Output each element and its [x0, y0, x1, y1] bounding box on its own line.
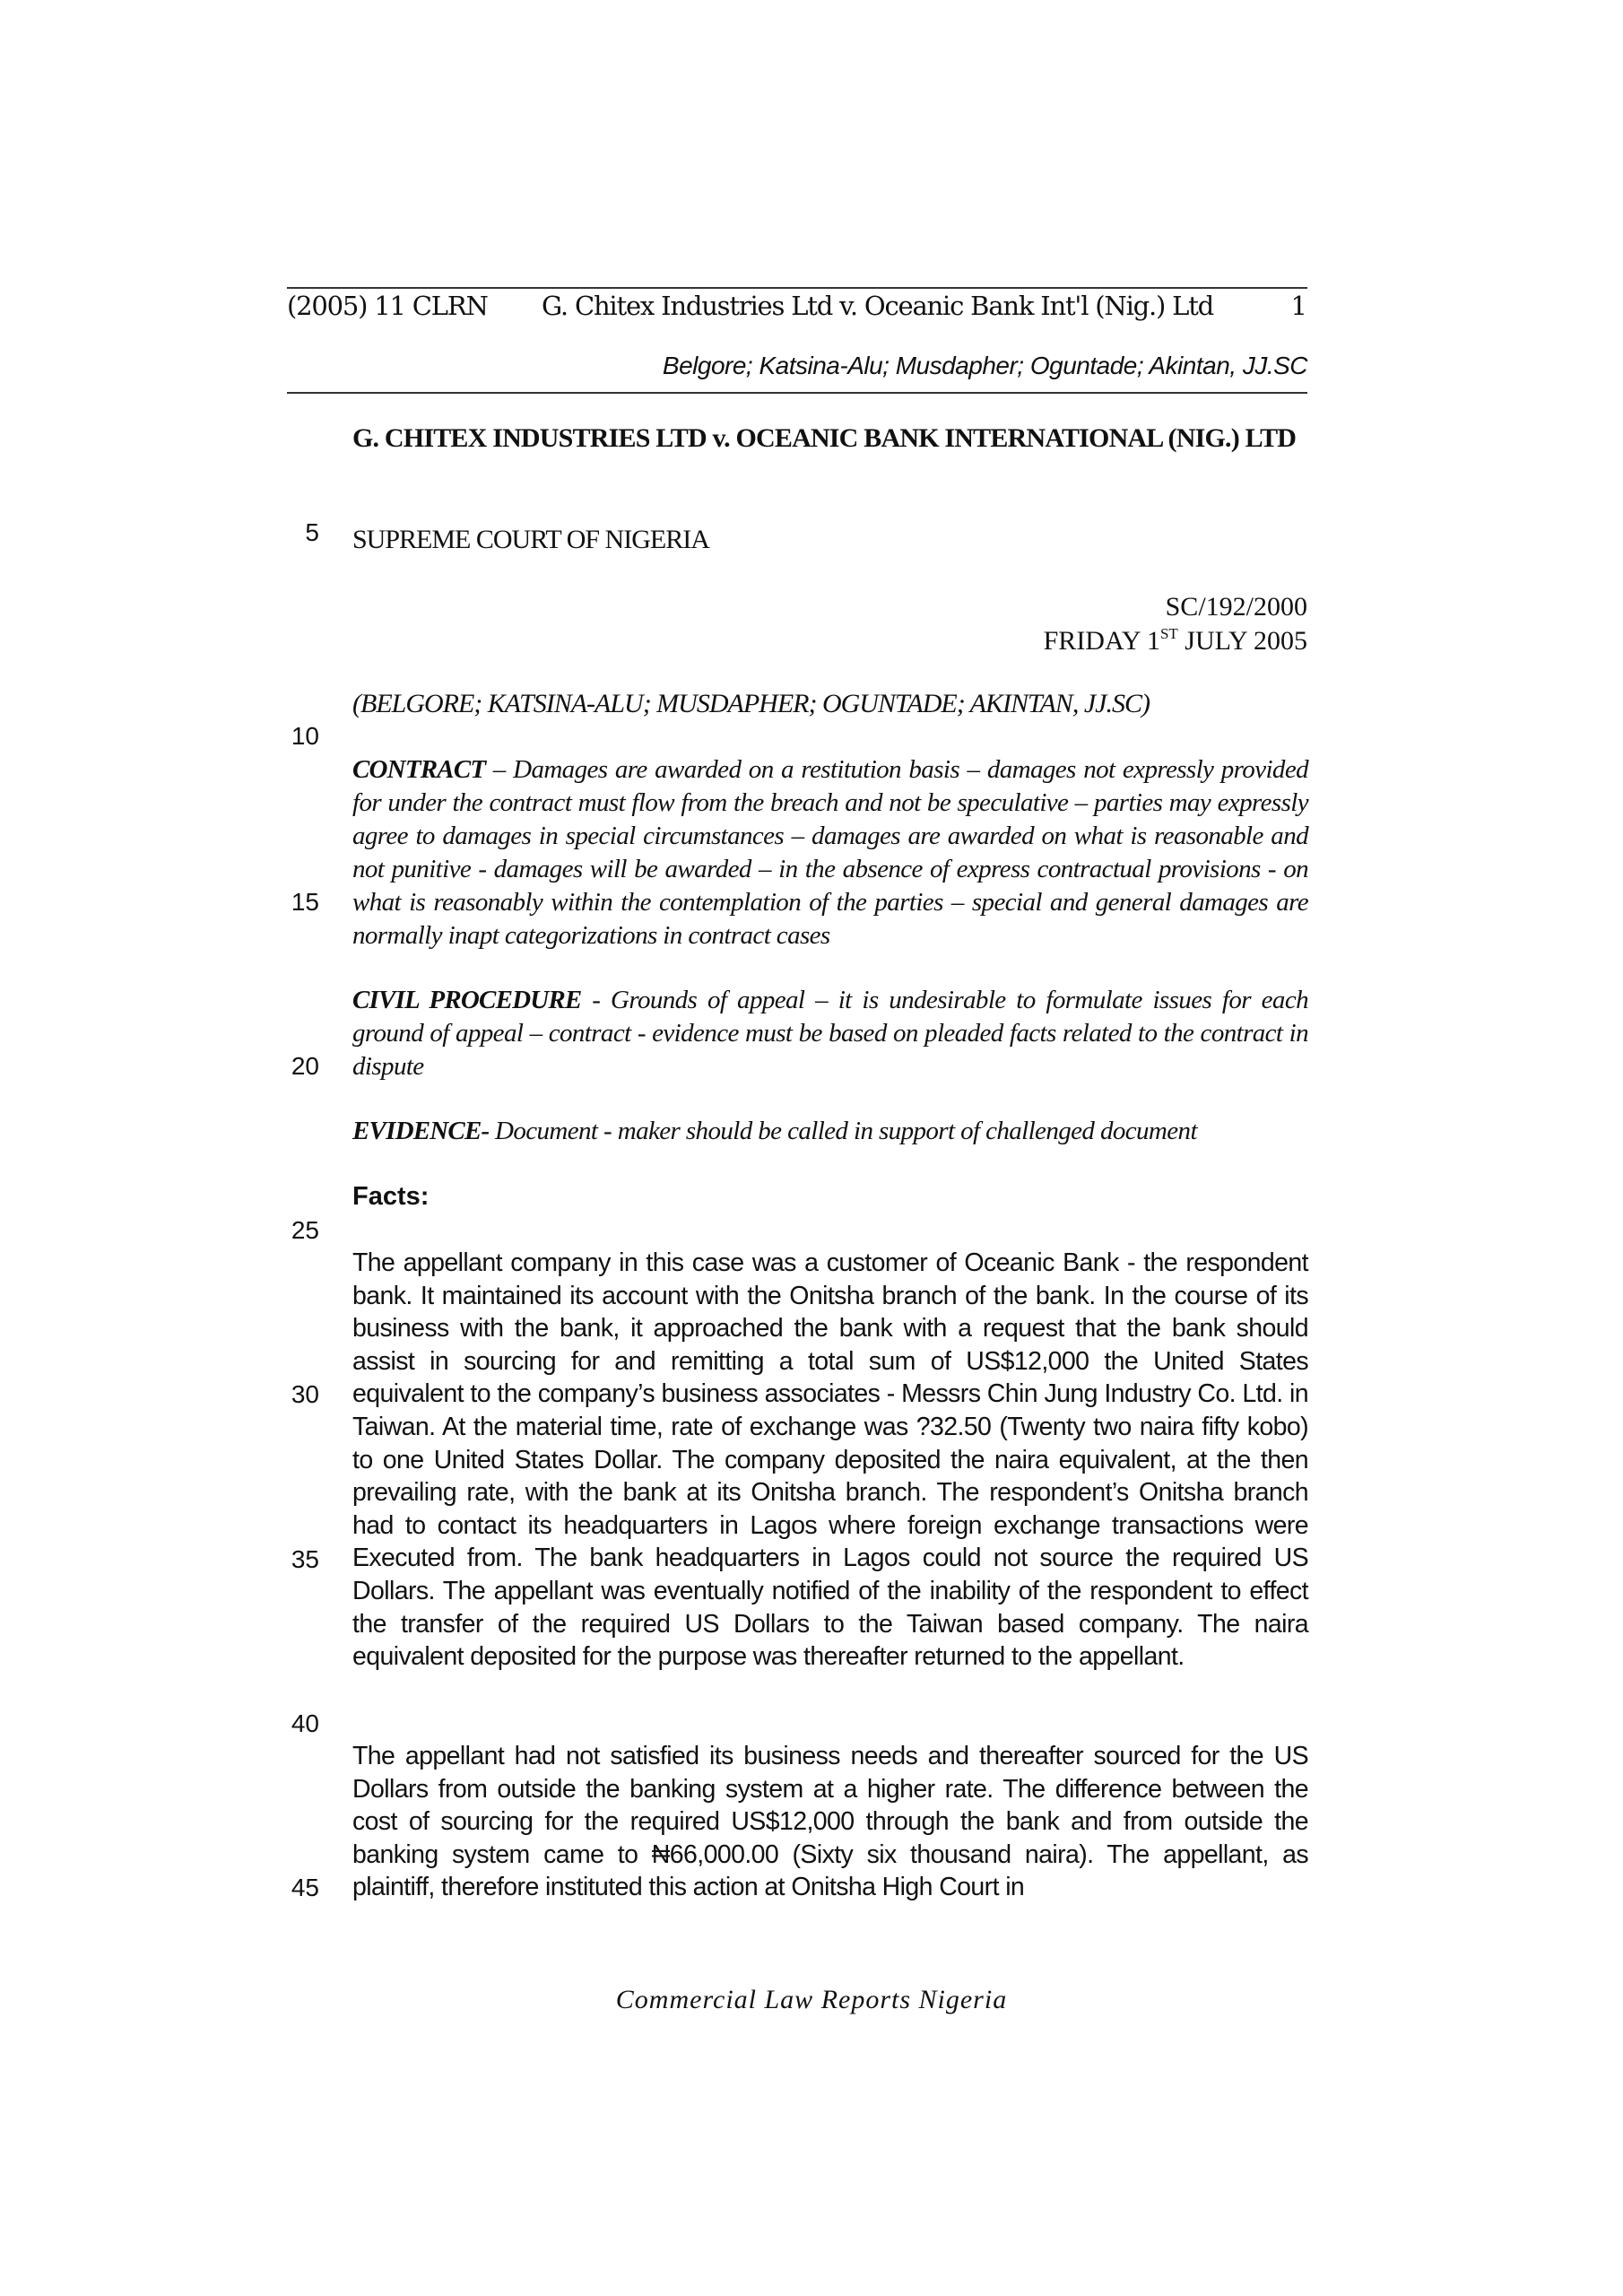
catchword-civil-procedure — [352, 984, 1308, 1083]
line-number: 10 — [291, 722, 319, 750]
date-ordinal: ST — [1159, 625, 1178, 642]
line-number: 35 — [291, 1545, 319, 1573]
header-case-title: G. Chitex Industries Ltd v. Oceanic Bank Int'l (Nig.) Ltd — [542, 291, 1214, 321]
catchword-keyword: CONTRACT — [352, 755, 486, 784]
line-number: 5 — [305, 518, 319, 546]
header-judges: Belgore; Katsina-Alu; Musdapher; Oguntade; Akintan, JJ.SC — [662, 352, 1307, 379]
line-number: 40 — [291, 1709, 319, 1737]
facts-paragraph: The appellant had not satisfied its business needs and thereafter sourced for the US Dollars from outside the banking system at a higher rate. The difference between the cost of sourcing for the required US$12,000 through the bank and from outside the banking system came to ₦66,000.00 (Sixty six thousand naira). The appellant, as plaintiff, therefore instituted this action at Onitsha High Court in — [352, 1742, 1308, 1902]
catchword-keyword: EVIDENCE- — [352, 1117, 490, 1145]
line-number: 15 — [291, 888, 319, 916]
catchword-evidence — [352, 1115, 1308, 1148]
judgment-date — [1044, 625, 1307, 657]
date-suffix: JULY 2005 — [1177, 626, 1307, 656]
header-citation: (2005) 11 CLRN — [287, 291, 488, 321]
catchword-text: Document - maker should be called in support of challenged document — [489, 1117, 1197, 1145]
catchword-contract — [352, 753, 1308, 952]
coram: (BELGORE; KATSINA-ALU; MUSDAPHER; OGUNTADE; AKINTAN, JJ.SC) — [352, 689, 1150, 718]
line-number: 30 — [291, 1380, 319, 1408]
catchword-text: - Grounds of appeal – it is undesirable to formulate issues for each ground of appeal – contract - evidence must be based on pleaded facts related to the contract in dispute — [352, 986, 1308, 1081]
publication-footer: Commercial Law Reports Nigeria — [615, 1985, 1008, 2014]
line-number: 25 — [291, 1216, 319, 1244]
catchword-keyword: CIVIL PROCEDURE — [352, 986, 582, 1014]
header-bottom-rule — [287, 392, 1307, 394]
facts-paragraph: The appellant company in this case was a customer of Oceanic Bank - the respondent bank. It maintained its account with the Onitsha branch of the bank. In the course of its business with the bank, it approached the bank with a request that the bank should assist in sourcing for and remitting a total sum of US$12,000 the United States equivalent to the company’s business associates - Messrs Chin Jung Industry Co. Ltd. in Taiwan. At the material time, rate of exchange was ?32.50 (Twenty two naira fifty kobo) to one United States Dollar. The company deposited the naira equivalent, at the then prevailing rate, with the bank at its Onitsha branch. The respondent’s Onitsha branch had to contact its headquarters in Lagos where foreign exchange transactions were Executed from. The bank headquarters in Lagos could not source the required US Dollars. The appellant was eventually notified of the inability of the respondent to effect the transfer of the required US Dollars to the Taiwan based company. The naira equivalent deposited for the purpose was thereafter returned to the appellant. — [352, 1248, 1308, 1672]
court-name: SUPREME COURT OF NIGERIA — [352, 525, 709, 554]
header-page-number: 1 — [1290, 291, 1307, 321]
suit-number: SC/192/2000 — [1165, 592, 1307, 622]
date-prefix: FRIDAY 1 — [1043, 626, 1160, 656]
facts-heading: Facts: — [352, 1182, 430, 1211]
line-number: 20 — [291, 1052, 319, 1080]
catchword-text: – Damages are awarded on a restitution basis – damages not expressly provided for under the contract must flow from the breach and not be speculative – parties may expressly agree to damages in special circumstances – damages are awarded on what is reasonable and not punitive - damages will be awarded – in the absence of express contractual provisions - on what is reasonably within the contemplation of the parties – special and general damages are normally inapt categorizations in contract cases — [352, 755, 1308, 950]
line-number: 45 — [291, 1874, 319, 1901]
header-top-rule — [287, 287, 1307, 289]
case-title: G. CHITEX INDUSTRIES LTD v. OCEANIC BANK INTERNATIONAL (NIG.) LTD — [352, 423, 1297, 453]
